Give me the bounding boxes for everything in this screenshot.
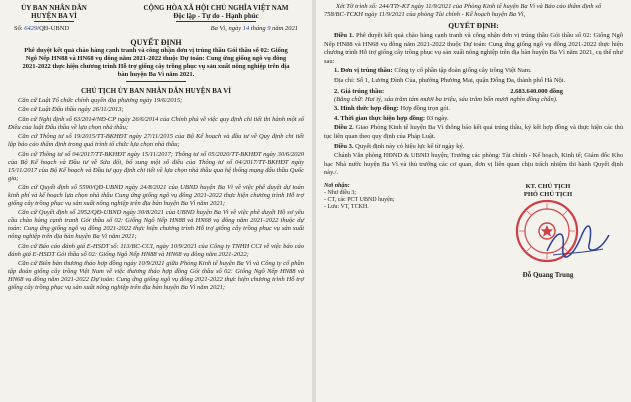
consideration-note: Xét Tờ trình số: 244/TTr-KT ngày 11/9/2021 của Phòng Kinh tế huyện Ba Vì và Báo cáo thẩm định số 758/BC-TCKH ngày 11/9/2021 của phòng Tài chính - Kế hoạch huyện Ba Vì, [324,3,602,18]
recipients-heading: Nơi nhận: [324,182,350,189]
item-4-value: 03 ngày. [426,114,449,122]
handwritten-signature-icon [543,223,613,263]
document-page-1 [0,0,312,402]
recital: Căn cứ Báo cáo đánh giá E-HSDT số: 113/BC-CCI, ngày 10/9/2021 của Công ty TNHH CCI về việc báo cáo đánh giá E-HSDT Gói thầu số 02: Giống Ngô Nếp HN88 và HN68 vụ đông năm 2021-2022; [8,242,304,258]
signer-name: Đỗ Quang Trung [522,270,574,279]
doc-number-suffix: /QĐ-UBND [37,25,70,32]
article-1-label: Điều 1. [334,32,354,39]
date-day: 14 [242,25,250,32]
article-2 [316,124,631,141]
item-1-label: 1. Đơn vị trúng thầu: [334,67,393,75]
address: Địa chỉ: Số 1, Lương Đình Của, phường Phương Mai, quận Đống Đa, thành phố Hà Nội. [334,76,566,84]
document-page-2 [316,0,631,402]
recitals [0,97,312,292]
recipients [324,183,434,283]
article-3 [316,143,631,152]
item-3 [316,105,631,114]
recital: Căn cứ Nghị định số 63/2014/NĐ-CP ngày 26/6/2014 của Chính phủ về việc quy định chi tiết thi hành một số Điều của luật Đấu thầu về lựa chọn nhà thầu; [8,115,304,131]
doc-number [14,25,69,32]
date-prefix: Ba Vì, ngày [210,25,242,32]
item-2-value: 2.683.640.000 đồng [510,87,563,95]
nation-line-1: CỘNG HÒA XÃ HỘI CHỦ NGHĨA VIỆT NAM [143,4,289,12]
sign-line-1: KT. CHỦ TỊCH [525,182,571,190]
recital: Căn cứ Quyết định số 2952/QĐ-UBND ngày 30/8/2021 của UBND huyện Ba Vì về việc phê duyệt Hồ sơ yêu cầu chào hàng cạnh tranh Gói thầu số 02: Giống Ngô Nếp HN88 và HN68 vụ đông năm 2021-2022 thuộc dự toán: Cung ứng giống ngô vụ đông 2021-2022 thực hiện chương trình Hỗ trợ giống cây trồng phục vụ sản xuất nông nghiệp trên địa bàn huyện Ba Vì năm 2021; [8,209,304,241]
recital: Căn cứ Thông tư số 04/2017/TT-BKHĐT ngày 15/11/2017; Thông tư số 05/2020/TT-BKHĐT ngày 30/6/2020 của Bộ Kế hoạch và Đầu tư về Sửa đổi, bổ sung một số điều của Thông tư số 04/2017/TT-BKHĐT ngày 15/11/2017 của Bộ Kế hoạch và Đầu tư quy định chi tiết về lựa chọn nhà thầu qua hệ thống mạng đấu thầu Quốc gia; [8,150,304,182]
recipient: - CT, các PCT UBND huyện; [324,196,395,203]
item-2-label: 2. Giá trúng thầu: [334,87,385,95]
divider [126,81,186,82]
org-line-2: HUYỆN BA VÌ [31,12,77,20]
date-suffix: năm 2021 [272,25,298,32]
org-line-1: ỦY BAN NHÂN DÂN [21,4,87,12]
item-1 [316,67,631,76]
item-2-words: (Bằng chữ: Hai tỷ, sáu trăm tám mươi ba triệu, sáu trăm bốn mươi nghìn đồng chẵn). [334,95,558,103]
issuing-authority [8,4,100,23]
article-3-text: Quyết định này có hiệu lực kể từ ngày ký. [355,142,465,150]
authority-line: CHỦ TỊCH ỦY BAN NHÂN DÂN HUYỆN BA VÌ [81,87,231,95]
item-4 [316,115,631,124]
decision-heading: QUYẾT ĐỊNH: [448,21,499,30]
recipient: - Lưu: VT, TCKH. [324,203,369,210]
number-date-row [0,23,312,34]
item-2 [316,87,631,96]
article-1 [316,32,631,66]
recital: Căn cứ Thông tư số 19/2015/TT-BKHĐT ngày 27/11/2015 của Bộ Kế hoạch và đầu tư về Quy định chi tiết lập báo cáo thẩm định trong quá trình tổ chức lựa chọn nhà thầu; [8,133,304,149]
doc-number-handwritten: 6429 [24,25,38,32]
header [0,0,312,23]
recipient: - Như điều 3; [324,189,357,196]
recital: Căn cứ Quyết định số 5590/QĐ-UBND ngày 24/8/2021 của UBND huyện Ba Vì về việc phê duyệt dự toán kinh phí và kế hoạch lựa chọn nhà thầu Cung ứng giống ngô vụ đông 2021-2022 thực hiện chương trình Hỗ trợ giống cây trồng phục vụ sản xuất nông nghiệp trên địa bàn huyện Ba Vì năm 2021; [8,183,304,207]
sign-line-2: PHÓ CHỦ TỊCH [523,190,573,198]
date-month: 9 [267,25,271,32]
item-4-label: 4. Thời gian thực hiện hợp đồng: [334,114,425,122]
divider [34,21,74,22]
recital: Căn cứ Biên bản thương thảo hợp đồng ngày 10/9/2021 giữa Phòng Kinh tế huyện Ba Vì và Công ty cổ phần tập đoàn giống cây trồng Việt Nam về việc thương thảo hợp đồng Gói thầu số 02: Giống Ngô Nếp HN88 và HN68 vụ đông năm 2021-2022 Dự toán: Cung ứng giống ngô vụ đông 2021-2022 thực hiện chương trình Hỗ trợ giống cây trồng phục vụ sản xuất nông nghiệp trên địa bàn huyện Ba Vì năm 2021; [8,260,304,292]
item-3-value: Hợp đồng trọn gói. [400,105,451,113]
signatory [473,183,623,283]
nation-line-2: Độc lập - Tự do - Hạnh phúc [173,12,259,20]
item-1-value: Công ty cổ phần tập đoàn giống cây trồng Việt Nam. [394,67,532,75]
divider [176,21,256,22]
signature-block [316,179,631,283]
doc-subtitle: Phê duyệt kết quả chào hàng cạnh tranh và công nhận đơn vị trúng thầu Gói thầu số 02: Giống Ngô Nếp HN88 và HN68 vụ đông năm 2021-2022 thuộc Dự toán: Cung ứng giống ngô vụ đông 2021-2022 thực hiện chương trình Hỗ trợ giống cây trồng phục vụ sản xuất nông nghiệp trên địa bàn huyện Ba Vì năm 2021. [22,47,290,78]
recital: Căn cứ Luật Tổ chức chính quyền địa phương ngày 19/6/2015; [18,97,183,104]
doc-number-prefix: Số: [14,25,23,32]
item-3-label: 3. Hình thức hợp đồng: [334,105,399,113]
article-3-label: Điều 3. [334,142,354,150]
article-2-text: Giao Phòng Kinh tế huyện Ba Vì thông báo kết quả trúng thầu, ký kết hợp đồng và thực hiện các thủ tục liên quan theo quy định của Pháp Luật. [324,124,624,140]
doc-date [211,25,298,32]
article-2-label: Điều 2. [334,124,354,132]
date-mid: tháng [250,25,266,32]
national-header [128,4,304,23]
article-1-text: Phê duyệt kết quả chào hàng cạnh tranh và công nhận đơn vị trúng thầu Gói thầu số 02: Giống Ngô Nếp HN88 và HN68 vụ đông năm 2021-2022 thuộc Dự toán: Cung ứng giống ngô vụ đông 2021-2022 thực hiện chương trình Hỗ trợ giống cây trồng phục vụ sản xuất nông nghiệp trên địa bàn huyện Ba Vì năm 2021, cụ thể như sau: [324,32,624,65]
recital: Căn cứ Luật Đấu thầu ngày 26/11/2013; [18,106,124,114]
article-3-implementation: Chánh Văn phòng HĐND & UBND huyện; Trưởng các phòng: Tài chính - Kế hoạch, Kinh tế; Giám đốc Kho bạc Nhà nước huyện Ba Vì và thủ trưởng các cơ quan, đơn vị liên quan chịu trách nhiệm thi hành Quyết định này./. [324,152,623,177]
doc-title: QUYẾT ĐỊNH [130,38,182,47]
